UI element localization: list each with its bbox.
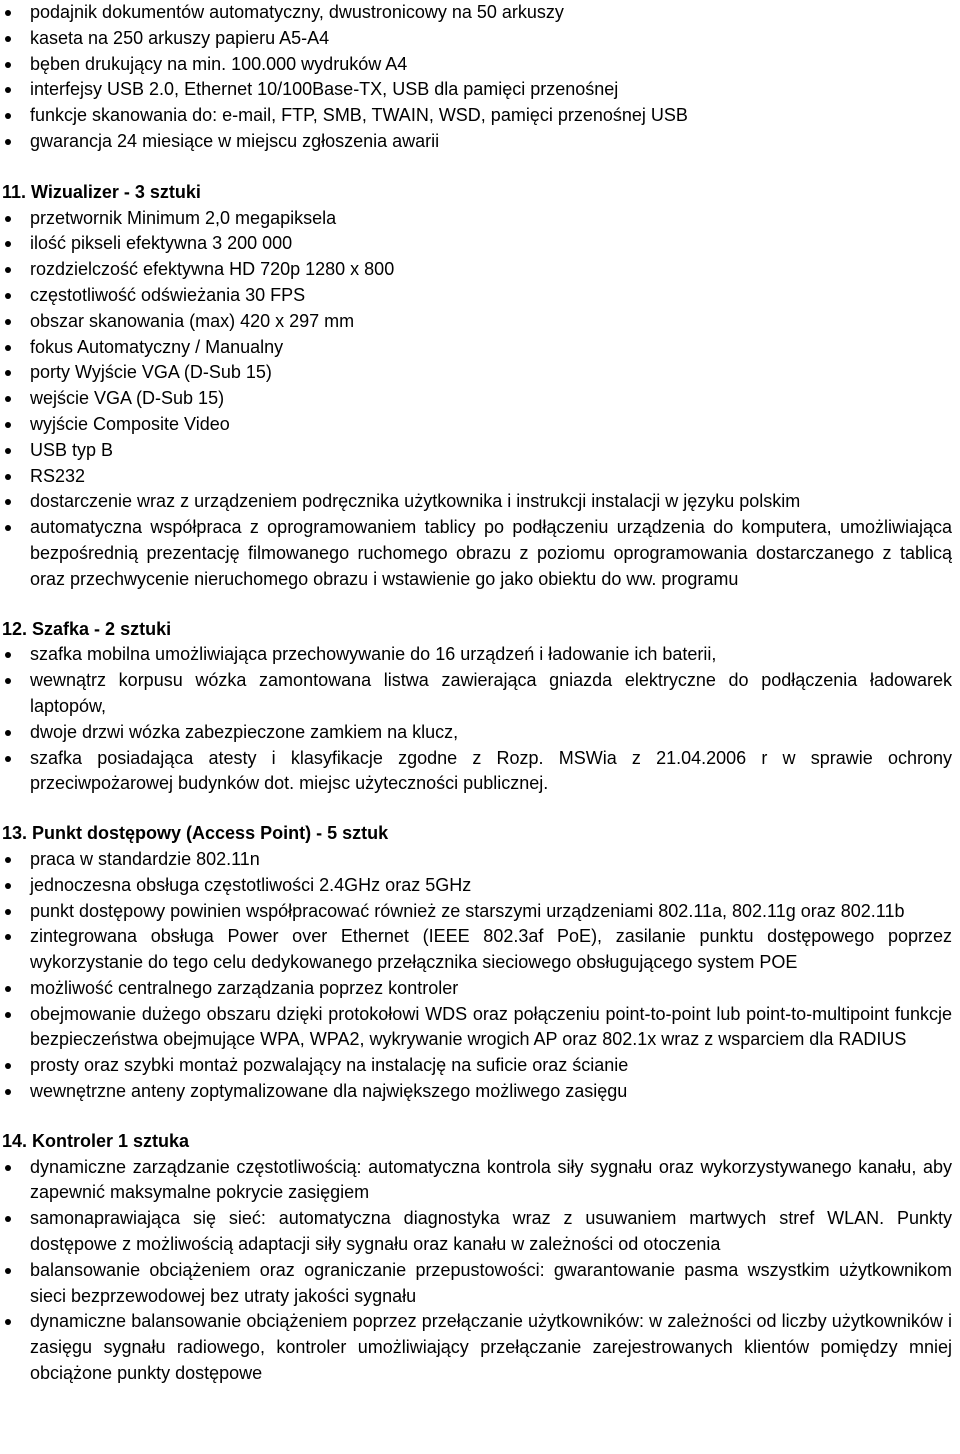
section-heading-wizualizer: 11. Wizualizer - 3 sztuki [2,181,201,202]
section-list-kontroler [2,1155,952,1387]
section-list-access-point [2,847,952,1105]
list-item: funkcje skanowania do: e-mail, FTP, SMB, TWAIN, WSD, pamięci przenośnej USB [2,103,952,129]
list-item: podajnik dokumentów automatyczny, dwustronicowy na 50 arkuszy [2,0,952,26]
list-item: wewnętrzne anteny zoptymalizowane dla największego możliwego zasięgu [2,1079,952,1105]
list-item: dynamiczne zarządzanie częstotliwością: automatyczna kontrola siły sygnału oraz wykorzystywanego kanału, aby zapewnić maksymalne pokrycie zasięgiem [2,1155,952,1207]
section-list-szafka [2,642,952,797]
list-item: USB typ B [2,438,952,464]
spacer [2,797,952,821]
list-item: zintegrowana obsługa Power over Ethernet (IEEE 802.3af PoE), zasilanie punktu dostępowego poprzez wykorzystanie do tego celu dedykowanego przełącznika sieciowego obsługującego system POE [2,924,952,976]
section-heading-szafka: 12. Szafka - 2 sztuki [2,618,172,639]
section-list-wizualizer [2,206,952,593]
spacer [2,155,952,180]
list-item: RS232 [2,464,952,490]
list-item: dwoje drzwi wózka zabezpieczone zamkiem na klucz, [2,720,952,746]
intro-list [2,0,952,155]
list-item: balansowanie obciążeniem oraz ograniczanie przepustowości: gwarantowanie pasma wszystkim użytkownikom sieci bezprzewodowej bez utraty jakości sygnału [2,1258,952,1310]
list-item: dostarczenie wraz z urządzeniem podręcznika użytkownika i instrukcji instalacji w języku polskim [2,489,952,515]
list-item: częstotliwość odświeżania 30 FPS [2,283,952,309]
spacer [2,1105,952,1129]
list-item: prosty oraz szybki montaż pozwalający na instalację na suficie oraz ścianie [2,1053,952,1079]
list-item: ilość pikseli efektywna 3 200 000 [2,231,952,257]
list-item: obejmowanie dużego obszaru dzięki protokołowi WDS oraz połączeniu point-to-point lub point-to-multipoint funkcje bezpieczeństwa obejmujące WPA, WPA2, wykrywanie wrogich AP oraz 802.1x wraz z wsparciem dla RADIUS [2,1002,952,1054]
spacer [2,593,952,617]
list-item: punkt dostępowy powinien współpracować również ze starszymi urządzeniami 802.11a, 802.11g oraz 802.11b [2,899,952,925]
list-item: obszar skanowania (max) 420 x 297 mm [2,309,952,335]
list-item: praca w standardzie 802.11n [2,847,952,873]
list-item: automatyczna współpraca z oprogramowaniem tablicy po podłączeniu urządzenia do komputera, umożliwiająca bezpośrednią prezentację filmowanego ruchomego obrazu z poziomu oprogramowania dostarczanego z tablicą oraz przechwycenie nieruchomego obrazu i wstawienie go jako obiektu do ww. programu [2,515,952,592]
list-item: kaseta na 250 arkuszy papieru A5-A4 [2,26,952,52]
list-item: porty Wyjście VGA (D-Sub 15) [2,360,952,386]
list-item: fokus Automatyczny / Manualny [2,335,952,361]
list-item: możliwość centralnego zarządzania poprzez kontroler [2,976,952,1002]
list-item: szafka posiadająca atesty i klasyfikacje zgodne z Rozp. MSWia z 21.04.2006 r w sprawie ochrony przeciwpożarowej budynków dot. miejsc użyteczności publicznej. [2,746,952,798]
list-item: bęben drukujący na min. 100.000 wydruków A4 [2,52,952,78]
list-item: gwarancja 24 miesiące w miejscu zgłoszenia awarii [2,129,952,155]
list-item: samonaprawiająca się sieć: automatyczna diagnostyka wraz z usuwaniem martwych stref WLAN. Punkty dostępowe z możliwością adaptacji siły sygnału oraz kanału w zależności od otoczenia [2,1206,952,1258]
list-item: dynamiczne balansowanie obciążeniem poprzez przełączanie użytkowników: w zależności od liczby użytkowników i zasięgu sygnału radiowego, kontroler umożliwiający przełączanie zarejestrowanych klientów pomiędzy mniej obciążone punkty dostępowe [2,1309,952,1386]
list-item: szafka mobilna umożliwiająca przechowywanie do 16 urządzeń i ładowanie ich baterii, [2,642,952,668]
list-item: wejście VGA (D-Sub 15) [2,386,952,412]
list-item: wyjście Composite Video [2,412,952,438]
list-item: interfejsy USB 2.0, Ethernet 10/100Base-TX, USB dla pamięci przenośnej [2,77,952,103]
list-item: wewnątrz korpusu wózka zamontowana listwa zawierająca gniazda elektryczne do podłączenia ładowarek laptopów, [2,668,952,720]
list-item: jednoczesna obsługa częstotliwości 2.4GHz oraz 5GHz [2,873,952,899]
section-heading-kontroler: 14. Kontroler 1 sztuka [2,1130,190,1151]
section-heading-access-point: 13. Punkt dostępowy (Access Point) - 5 sztuk [2,823,389,844]
list-item: przetwornik Minimum 2,0 megapiksela [2,206,952,232]
list-item: rozdzielczość efektywna HD 720p 1280 x 800 [2,257,952,283]
